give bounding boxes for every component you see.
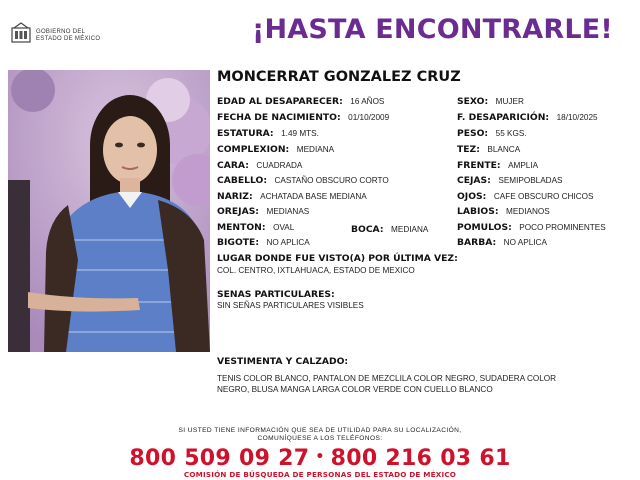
clothing-title: VESTIMENTA Y CALZADO:	[217, 356, 349, 367]
field-value: CUADRADA	[256, 161, 303, 170]
marks-title: SENAS PARTICULARES:	[217, 289, 335, 300]
field-cheekbones	[457, 221, 606, 234]
field-label: SEXO:	[457, 96, 489, 107]
field-label: BIGOTE:	[217, 237, 259, 248]
field-hair	[217, 174, 389, 187]
field-sex	[457, 95, 524, 108]
field-ears	[217, 205, 309, 218]
field-value: ACHATADA BASE MEDIANA	[260, 192, 367, 201]
field-value: MEDIANA	[391, 225, 429, 234]
field-value: 16 AÑOS	[350, 97, 385, 106]
field-value: POCO PROMINENTES	[519, 223, 606, 232]
field-value: 55 KGS.	[495, 129, 527, 138]
field-value: NO APLICA	[503, 238, 547, 247]
field-weight	[457, 127, 527, 140]
last-seen-text: COL. CENTRO, IXTLAHUACA, ESTADO DE MEXICO	[217, 266, 415, 275]
field-label: PESO:	[457, 128, 489, 139]
field-birthdate	[217, 111, 389, 124]
field-beard	[457, 236, 547, 249]
field-eyebrows	[457, 174, 563, 187]
field-label: OREJAS:	[217, 206, 259, 217]
field-build	[217, 143, 334, 156]
state-shield-icon	[10, 22, 32, 44]
field-value: OVAL	[273, 223, 295, 232]
field-label: POMULOS:	[457, 222, 512, 233]
field-value: AMPLIA	[508, 161, 539, 170]
field-value: NO APLICA	[266, 238, 310, 247]
logo-line-2: ESTADO DE MÉXICO	[36, 36, 101, 42]
field-disappearance-date	[457, 111, 598, 124]
field-label: MENTON:	[217, 222, 266, 233]
field-label: CABELLO:	[217, 175, 267, 186]
field-value: SEMIPOBLADAS	[498, 176, 563, 185]
field-forehead	[457, 159, 538, 172]
field-label: FRENTE:	[457, 160, 501, 171]
field-label: ESTATURA:	[217, 128, 274, 139]
field-label: TEZ:	[457, 144, 480, 155]
field-value: 18/10/2025	[556, 113, 598, 122]
field-label: COMPLEXION:	[217, 144, 290, 155]
info-line-1: SI USTED TIENE INFORMACIÓN QUE SEA DE UTILIDAD PARA SU LOCALIZACIÓN,	[178, 427, 462, 434]
field-label: CEJAS:	[457, 175, 491, 186]
field-chin	[217, 221, 294, 234]
field-label: F. DESAPARICIÓN:	[457, 112, 550, 123]
field-label: BOCA:	[351, 224, 384, 235]
field-label: BARBA:	[457, 237, 497, 248]
field-value: 1.49 MTS.	[281, 129, 319, 138]
phone-1: 800 509 09 27	[129, 446, 310, 471]
logo-line-1: GOBIERNO DEL	[36, 29, 86, 35]
government-logo	[10, 22, 130, 46]
field-height	[217, 127, 319, 140]
last-seen-title: LUGAR DONDE FUE VISTO(A) POR ÚLTIMA VEZ:	[217, 253, 458, 264]
field-face	[217, 159, 302, 172]
clothing-line-1: TENIS COLOR BLANCO, PANTALON DE MEZCLILA COLOR NEGRO, SUDADERA COLOR	[217, 374, 557, 383]
field-mouth	[351, 223, 428, 236]
headline: ¡HASTA ENCONTRARLE!	[252, 14, 613, 45]
field-nose	[217, 190, 367, 203]
field-value: CASTAÑO OBSCURO CORTO	[274, 176, 389, 185]
bullet-separator: •	[315, 449, 325, 465]
organization-name: COMISIÓN DE BÚSQUEDA DE PERSONAS DEL ESTADO DE MÉXICO	[183, 470, 457, 479]
clothing-line-2: NEGRO, BLUSA MANGA LARGA COLOR VERDE CON CUELLO BLANCO	[217, 385, 493, 394]
field-eyes	[457, 190, 594, 203]
field-label: FECHA DE NACIMIENTO:	[217, 112, 341, 123]
phone-2: 800 216 03 61	[330, 446, 511, 471]
field-label: NARIZ:	[217, 191, 253, 202]
field-label: LABIOS:	[457, 206, 499, 217]
field-value: MEDIANAS	[266, 207, 310, 216]
field-value: BLANCA	[487, 145, 521, 154]
field-lips	[457, 205, 550, 218]
field-age	[217, 95, 384, 108]
field-label: OJOS:	[457, 191, 487, 202]
phone-numbers	[0, 446, 640, 471]
field-value: CAFE OBSCURO CHICOS	[493, 192, 594, 201]
field-value: 01/10/2009	[348, 113, 390, 122]
info-line-2: COMUNÍQUESE A LOS TELÉFONOS:	[257, 435, 383, 442]
field-skin	[457, 143, 520, 156]
marks-text: SIN SEÑAS PARTICULARES VISIBLES	[217, 301, 364, 310]
field-label: CARA:	[217, 160, 249, 171]
field-label: EDAD AL DESAPARECER:	[217, 96, 343, 107]
field-value: MEDIANA	[296, 145, 335, 154]
field-value: MEDIANOS	[506, 207, 550, 216]
field-value: MUJER	[495, 97, 524, 106]
field-mustache	[217, 236, 310, 249]
person-photo	[8, 70, 210, 352]
person-name: MONCERRAT GONZALEZ CRUZ	[217, 69, 461, 85]
